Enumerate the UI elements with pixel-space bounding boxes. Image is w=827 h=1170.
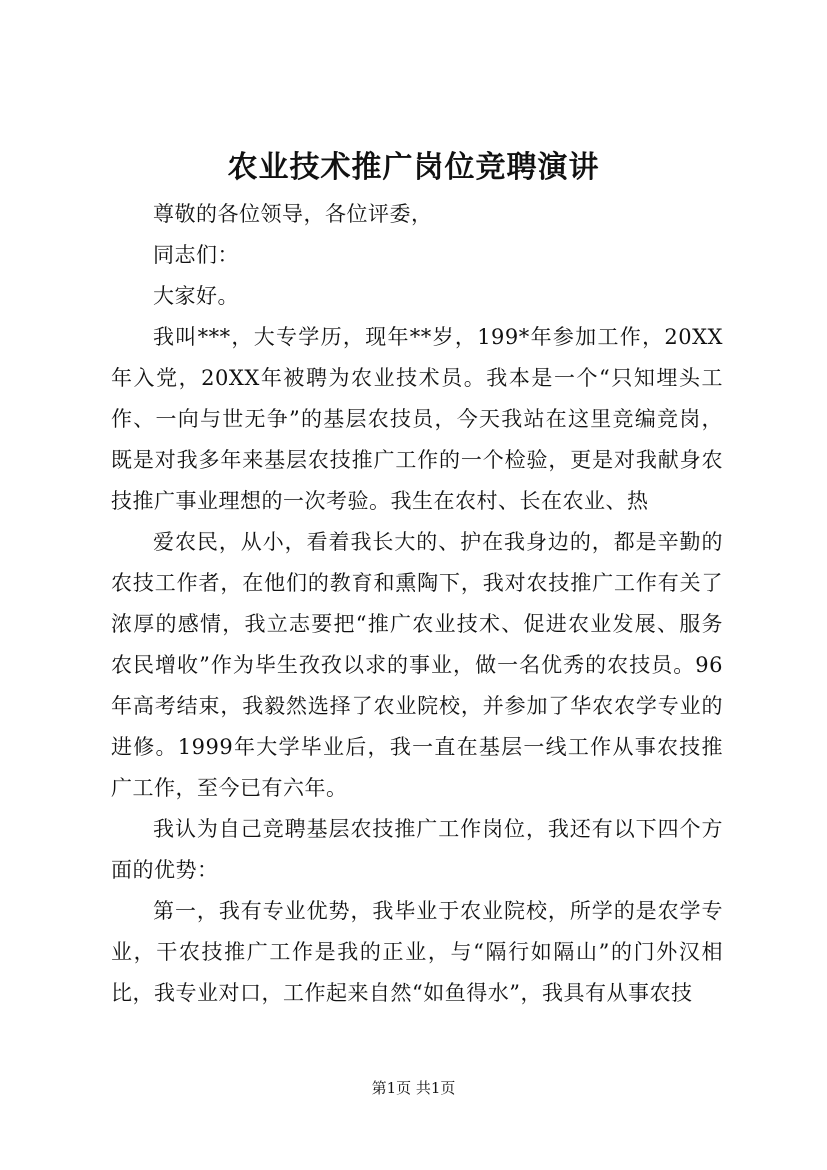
page-footer: 第1页 共1页: [371, 1079, 456, 1097]
paragraph-introduction: 我叫***，大专学历，现年**岁，199*年参加工作，20XX年入党，20XX年被聘为农业技术员。我本是一个“只知埋头工作、一向与世无争”的基层农技员，今天我站在这里竞编竞岗，既是对我多年来基层农技推广工作的一个检验，更是对我献身农技推广事业理想的一次考验。我生在农村、长在农业、热: [111, 325, 723, 513]
paragraph-advantage-first: 第一，我有专业优势，我毕业于农业院校，所学的是农学专业，干农技推广工作是我的正业，与“隔行如隔山”的门外汉相比，我专业对口，工作起来自然“如鱼得水”，我具有从事农技: [111, 899, 723, 1005]
paragraph-advantages-intro: 我认为自己竞聘基层农技推广工作岗位，我还有以下四个方面的优势：: [111, 817, 723, 882]
paragraph-comrades: 同志们：: [153, 243, 239, 267]
paragraph-salutation: 尊敬的各位领导，各位评委，: [153, 202, 433, 226]
document-body: [111, 194, 723, 1014]
document-title: 农业技术推广岗位竞聘演讲: [227, 150, 600, 185]
paragraph-greeting: 大家好。: [153, 284, 239, 308]
paragraph-background: 爱农民，从小，看着我长大的、护在我身边的，都是辛勤的农技工作者，在他们的教育和熏陶下，我对农技推广工作有关了浓厚的感情，我立志要把“推广农业技术、促进农业发展、服务农民增收”作为毕生孜孜以求的事业，做一名优秀的农技员。96年高考结束，我毅然选择了农业院校，并参加了华农农学专业的进修。1999年大学毕业后，我一直在基层一线工作从事农技推广工作，至今已有六年。: [111, 530, 723, 800]
